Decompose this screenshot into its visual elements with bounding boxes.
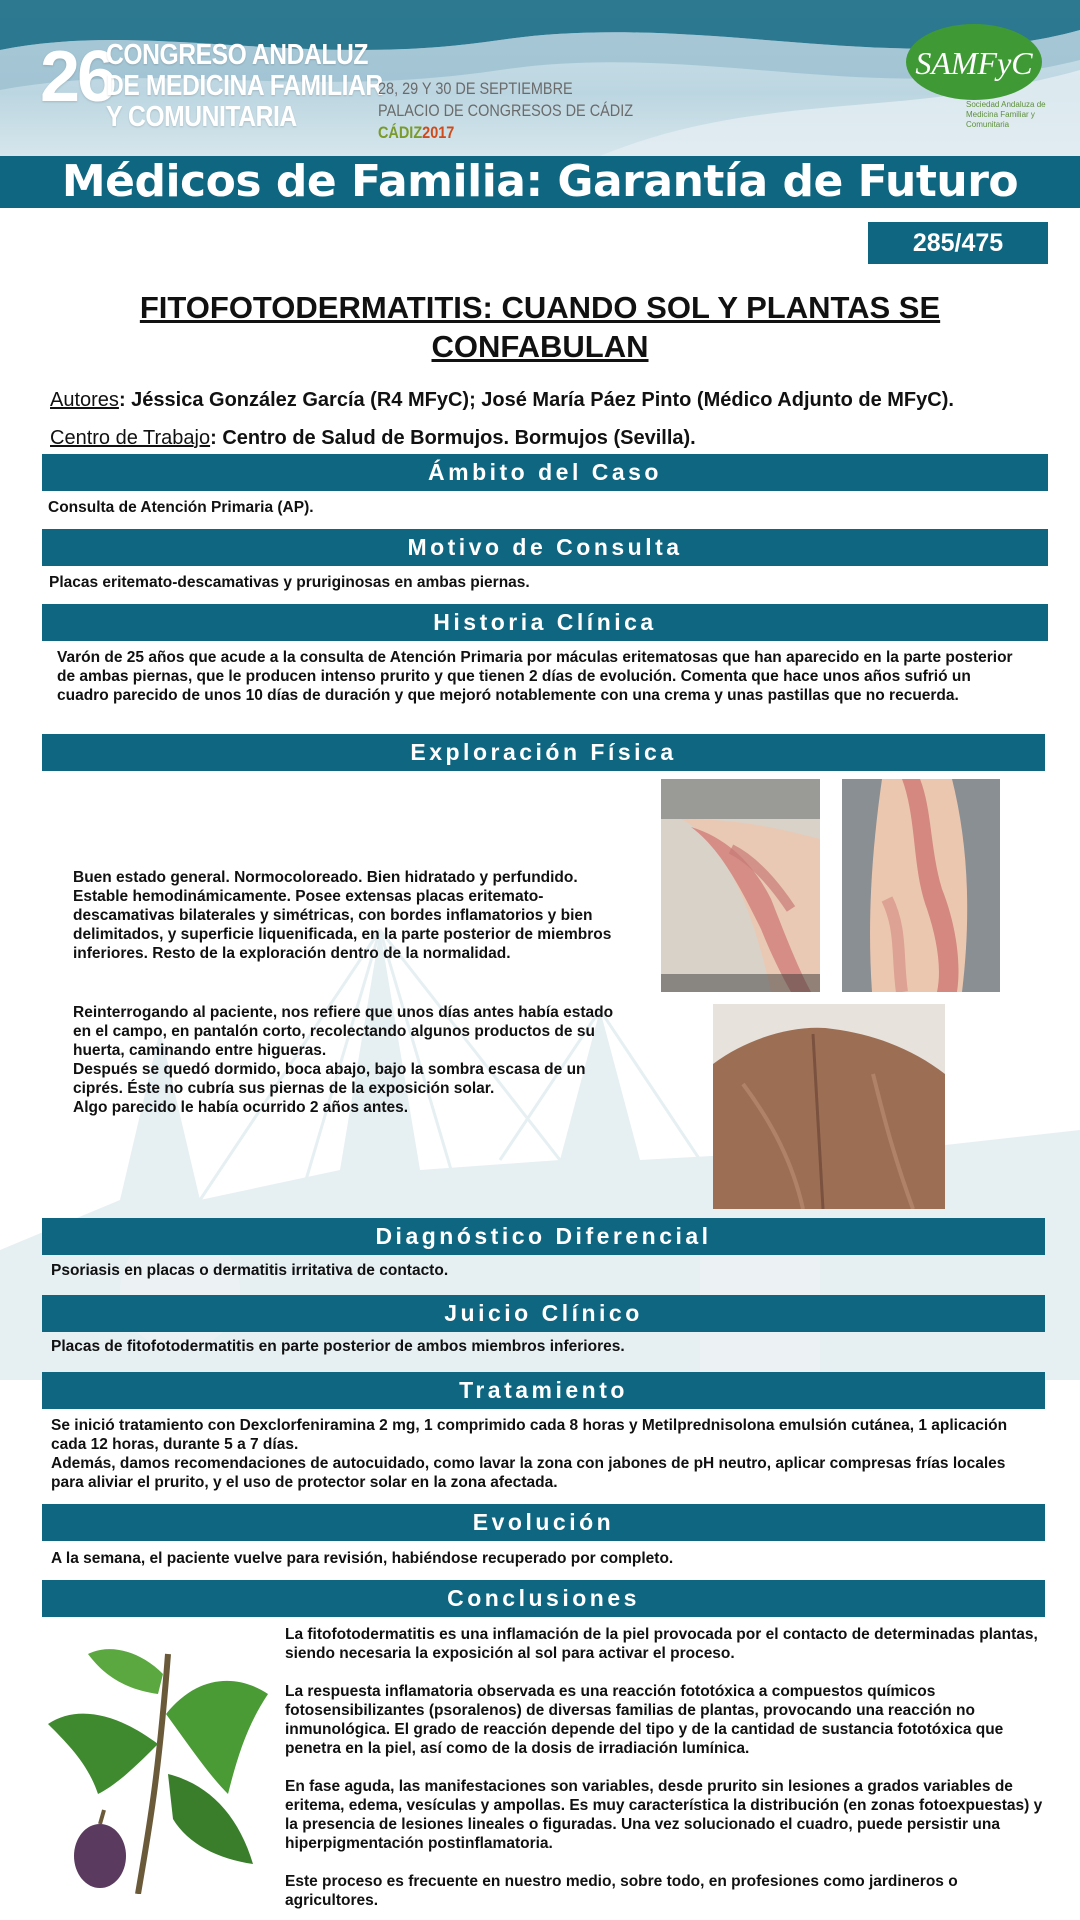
- conclusiones-paragraph: La fitofotodermatitis es una inflamación de la piel provocada por el contacto de determinadas plantas, siendo necesaria la exposición al sol para activar el proceso.: [285, 1626, 1038, 1662]
- section-text-exploracion-2: [73, 1003, 618, 1117]
- congress-dates: 28, 29 Y 30 DE SEPTIEMBRE: [378, 79, 573, 98]
- congress-name-line: CONGRESO ANDALUZ: [106, 39, 369, 71]
- section-header-tratamiento: Tratamiento: [42, 1372, 1045, 1409]
- section-header-conclusiones: Conclusiones: [42, 1580, 1045, 1617]
- motto-title: Médicos de Familia: Garantía de Futuro: [61, 156, 1019, 207]
- section-header-evolucion: Evolución: [42, 1504, 1045, 1541]
- section-header-exploracion: Exploración Física: [42, 734, 1045, 771]
- section-header-motivo: Motivo de Consulta: [42, 529, 1048, 566]
- logo-subtitle: Sociedad Andaluza de Medicina Familiar y Comunitaria: [966, 100, 1046, 129]
- congress-city-year: [378, 122, 633, 144]
- fig-branch-illustration: [38, 1634, 274, 1894]
- workplace-label: Centro de Trabajo: [50, 427, 211, 449]
- section-header-historia: Historia Clínica: [42, 604, 1048, 641]
- clinical-photo-leg-left: [661, 779, 820, 992]
- section-text-historia: Varón de 25 años que acude a la consulta de Atención Primaria por máculas eritematosas que han aparecido en la parte posterior de ambas piernas, que le producen intenso prurito y que tienen 2 días de evolución. Comenta que hace unos años sufrió un cuadro parecido de unos 10 días de duración y que mejoró notablemente con una crema y unas pastillas que no recuerda.: [57, 649, 1013, 704]
- section-text-diagnostico: Psoriasis en placas o dermatitis irritativa de contacto.: [51, 1262, 449, 1279]
- section-text-tratamiento: [51, 1416, 1011, 1492]
- poster-title: FITOFOTODERMATITIS: CUANDO SOL Y PLANTAS SE CONFABULAN: [139, 290, 941, 364]
- congress-name-line: Y COMUNITARIA: [106, 101, 297, 133]
- conclusiones-paragraph: En fase aguda, las manifestaciones son variables, desde prurito sin lesiones a grados variables de eritema, edema, vesículas y ampollas. Es muy característica la distribución (en zonas fotoexpuestas) y la presencia de lesiones lineales o figuradas. Una vez solucionado el cuadro, puede persistir una hiperpigmentación postinflamatoria.: [285, 1778, 1043, 1852]
- congress-name-line: DE MEDICINA FAMILIAR: [106, 70, 383, 102]
- clinical-photo-leg-right: [842, 779, 1000, 992]
- congress-city: CÁDIZ: [378, 123, 423, 142]
- congress-number: 26: [40, 37, 115, 117]
- congress-name: [106, 40, 383, 133]
- section-header-juicio: Juicio Clínico: [42, 1295, 1045, 1332]
- section-header-diagnostico: Diagnóstico Diferencial: [42, 1218, 1045, 1255]
- samfyc-logo: [904, 20, 1044, 104]
- tratamiento-paragraph: Además, damos recomendaciones de autocuidado, como lavar la zona con jabones de pH neutro, aplicar compresas frías locales para aliviar el prurito, y el uso de protector solar en la zona afectada.: [51, 1455, 1006, 1491]
- workplace-text: : Centro de Salud de Bormujos. Bormujos (Sevilla).: [210, 427, 696, 449]
- section-text-exploracion-1: [73, 868, 618, 963]
- motto-bar: [0, 156, 1080, 208]
- poster-number-badge: 285/475: [868, 222, 1048, 264]
- section-text-motivo: Placas eritemato-descamativas y pruriginosas en ambas piernas.: [49, 574, 530, 591]
- conclusiones-paragraph: Este proceso es frecuente en nuestro medio, sobre todo, en profesiones como jardineros o agricultores.: [285, 1873, 958, 1909]
- section-header-ambito: Ámbito del Caso: [42, 454, 1048, 491]
- workplace-line: [50, 426, 696, 450]
- congress-info: [378, 78, 633, 144]
- congress-banner: [0, 0, 1080, 156]
- exploracion-paragraph: Buen estado general. Normocoloreado. Bien hidratado y perfundido. Estable hemodinámicamente. Posee extensas placas eritemato-descamativas bilaterales y simétricas, con bordes inflamatorios y bien delimitados, y superficie liquenificada, en la parte posterior de miembros inferiores. Resto de la exploración dentro de la normalidad.: [73, 869, 612, 962]
- section-text-ambito: Consulta de Atención Primaria (AP).: [48, 499, 314, 516]
- exploracion-paragraph: Después se quedó dormido, boca abajo, bajo la sombra escasa de un ciprés. Éste no cubría sus piernas de la exposición solar.: [73, 1061, 586, 1097]
- congress-year: 2017: [422, 123, 455, 142]
- exploracion-paragraph: Algo parecido le había ocurrido 2 años antes.: [73, 1099, 409, 1116]
- exploracion-paragraph: Reinterrogando al paciente, nos refiere que unos días antes había estado en el campo, en pantalón corto, recolectando algunos productos de su huerta, caminando entre higueras.: [73, 1004, 614, 1059]
- conclusiones-paragraph: La respuesta inflamatoria observada es una reacción fototóxica a compuestos químicos fotosensibilizantes (psoralenos) de diversas familias de plantas, provocando una reacción no inmunológica. El grado de reacción depende del tipo y de la cantidad de sustancia fototóxica que penetra en la piel, así como de la dosis de irradiación lumínica.: [285, 1683, 1004, 1757]
- section-text-conclusiones: [285, 1625, 1043, 1910]
- section-text-evolucion: A la semana, el paciente vuelve para revisión, habiéndose recuperado por completo.: [51, 1550, 674, 1567]
- authors-text: : Jéssica González García (R4 MFyC); José María Páez Pinto (Médico Adjunto de MFyC).: [118, 389, 954, 411]
- tratamiento-paragraph: Se inició tratamiento con Dexclorfeniramina 2 mg, 1 comprimido cada 8 horas y Metilprednisolona emulsión cutánea, 1 aplicación cada 12 horas, durante 5 a 7 días.: [51, 1417, 1008, 1453]
- section-text-juicio: Placas de fitofotodermatitis en parte posterior de ambos miembros inferiores.: [51, 1338, 625, 1355]
- clinical-photo-back: [713, 1004, 945, 1209]
- authors-label: Autores: [50, 389, 119, 411]
- logo-text: SAMFyC: [915, 45, 1033, 81]
- congress-venue: PALACIO DE CONGRESOS DE CÁDIZ: [378, 101, 634, 120]
- authors-line: [50, 388, 954, 412]
